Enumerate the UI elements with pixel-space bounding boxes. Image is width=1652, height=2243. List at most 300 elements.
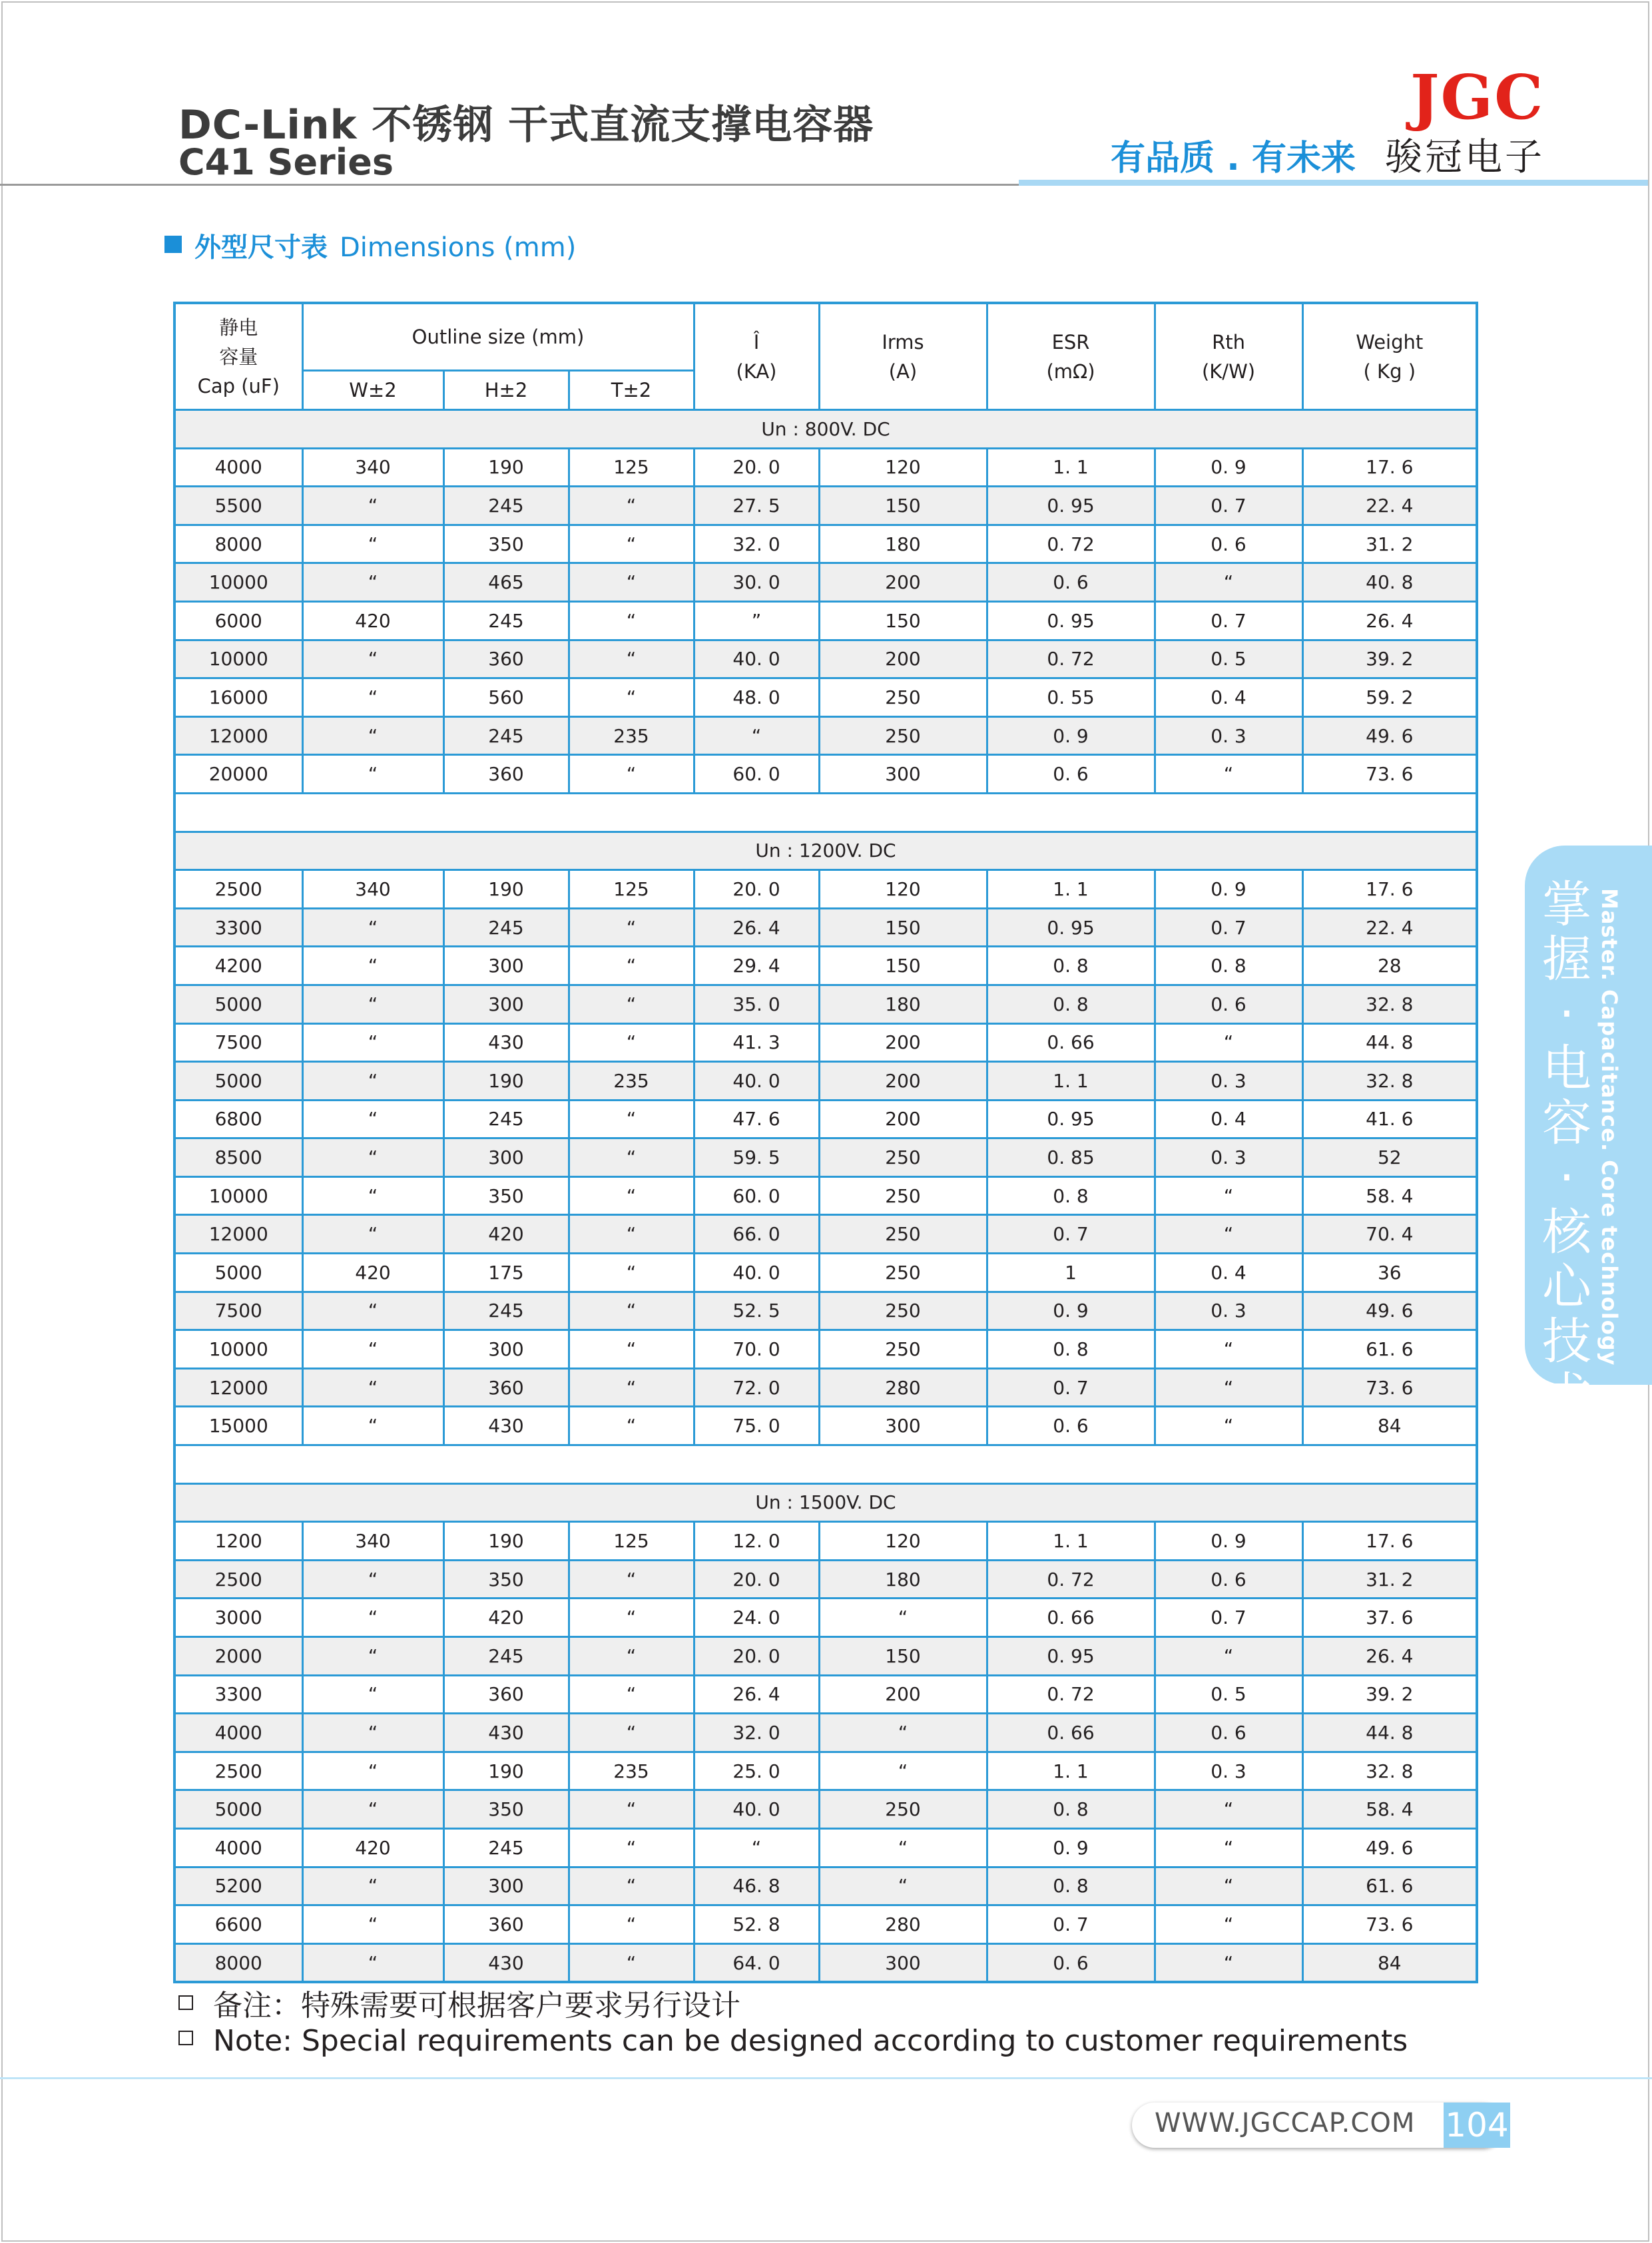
table-cell: 28	[1302, 947, 1477, 985]
side-tab-zh: 掌握·电容·核心技术	[1542, 876, 1591, 1425]
table-cell: 0. 9	[987, 1828, 1155, 1867]
table-cell: 2500	[174, 870, 302, 909]
table-cell: “	[302, 1062, 443, 1101]
table-cell: 360	[443, 755, 569, 794]
voltage-group-row	[174, 1483, 1477, 1522]
table-cell: 150	[819, 601, 987, 640]
header-rth-label: Rth	[1212, 330, 1245, 354]
table-row	[174, 1407, 1477, 1445]
table-cell: 360	[443, 640, 569, 678]
table-cell: 200	[819, 640, 987, 678]
table-cell: 10000	[174, 563, 302, 602]
table-cell: 0. 3	[1155, 1138, 1302, 1177]
table-cell: 2000	[174, 1637, 302, 1676]
table-cell: 420	[302, 601, 443, 640]
table-row	[174, 985, 1477, 1023]
table-cell: 200	[819, 1023, 987, 1062]
table-cell: 5000	[174, 1790, 302, 1829]
table-cell: 235	[569, 1062, 694, 1101]
table-row	[174, 1254, 1477, 1292]
table-cell: “	[569, 525, 694, 563]
table-cell: 0. 8	[987, 1790, 1155, 1829]
table-cell: 49. 6	[1302, 716, 1477, 755]
table-cell: “	[302, 1138, 443, 1177]
table-cell: 360	[443, 1905, 569, 1944]
table-cell: 0. 8	[987, 1176, 1155, 1215]
table-cell: 430	[443, 1407, 569, 1445]
table-cell: 36	[1302, 1254, 1477, 1292]
table-cell: 32. 0	[694, 525, 819, 563]
table-cell: 0. 8	[1155, 947, 1302, 985]
note-en	[178, 2024, 1408, 2058]
table-cell: 58. 4	[1302, 1176, 1477, 1215]
table-cell: “	[569, 1023, 694, 1062]
table-cell: 0. 4	[1155, 678, 1302, 717]
table-cell: 32. 8	[1302, 1062, 1477, 1101]
header-esr-unit: (mΩ)	[1046, 360, 1095, 383]
table-row	[174, 1828, 1477, 1867]
table-row	[174, 1330, 1477, 1369]
table-cell: 0. 85	[987, 1138, 1155, 1177]
table-cell: “	[694, 1828, 819, 1867]
table-cell: 235	[569, 1752, 694, 1790]
table-cell: 8500	[174, 1138, 302, 1177]
table-cell: 180	[819, 525, 987, 563]
table-cell: 0. 7	[987, 1368, 1155, 1407]
table-cell: 37. 6	[1302, 1599, 1477, 1637]
table-row	[174, 908, 1477, 947]
company-logo: JGC	[1410, 61, 1545, 133]
table-cell: 5200	[174, 1867, 302, 1905]
table-cell: “	[569, 487, 694, 525]
table-cell: 0. 9	[1155, 870, 1302, 909]
header-irms-unit: (A)	[888, 360, 918, 383]
table-row	[174, 755, 1477, 794]
table-cell: 58. 4	[1302, 1790, 1477, 1829]
table-cell: 12000	[174, 1368, 302, 1407]
table-cell: “	[1155, 1368, 1302, 1407]
table-cell: 12. 0	[694, 1522, 819, 1561]
table-cell: 350	[443, 1176, 569, 1215]
table-cell: “	[569, 1599, 694, 1637]
table-cell: “	[569, 1790, 694, 1829]
table-cell: “	[302, 1176, 443, 1215]
header-irms	[819, 303, 987, 410]
table-cell: 420	[443, 1215, 569, 1254]
table-cell: “	[569, 1368, 694, 1407]
table-cell: “	[569, 563, 694, 602]
table-cell: 0. 3	[1155, 1062, 1302, 1101]
table-cell: 0. 6	[1155, 1714, 1302, 1752]
table-cell: 39. 2	[1302, 1675, 1477, 1714]
table-cell: 10000	[174, 640, 302, 678]
table-cell: 31. 2	[1302, 525, 1477, 563]
header-divider	[0, 184, 1019, 186]
table-cell: 73. 6	[1302, 1905, 1477, 1944]
table-cell: 2500	[174, 1752, 302, 1790]
table-cell: 180	[819, 1560, 987, 1599]
table-cell: “	[819, 1714, 987, 1752]
table-cell: 8000	[174, 525, 302, 563]
table-cell: 20. 0	[694, 1560, 819, 1599]
table-row	[174, 870, 1477, 909]
table-cell: “	[1155, 1905, 1302, 1944]
table-cell: 1. 1	[987, 448, 1155, 487]
table-row	[174, 1176, 1477, 1215]
table-cell: 0. 8	[987, 1867, 1155, 1905]
table-cell: 0. 6	[987, 563, 1155, 602]
table-cell: 0. 7	[1155, 908, 1302, 947]
table-cell: 0. 5	[1155, 1675, 1302, 1714]
table-cell: 26. 4	[694, 1675, 819, 1714]
table-cell: 17. 6	[1302, 1522, 1477, 1561]
side-tab-en: Master. Capacitance. Core technology	[1597, 888, 1622, 1366]
table-cell: 150	[819, 1637, 987, 1676]
table-cell: 0. 5	[1155, 640, 1302, 678]
table-cell: 0. 66	[987, 1599, 1155, 1637]
table-spacer-row	[174, 1445, 1477, 1484]
table-cell: 5000	[174, 1254, 302, 1292]
table-cell: 250	[819, 716, 987, 755]
table-cell: 250	[819, 1330, 987, 1369]
table-cell: 190	[443, 870, 569, 909]
table-cell: 245	[443, 1828, 569, 1867]
table-row	[174, 1637, 1477, 1676]
table-cell: 120	[819, 1522, 987, 1561]
table-cell: 250	[819, 1138, 987, 1177]
table-cell: 350	[443, 1790, 569, 1829]
table-cell: 360	[443, 1368, 569, 1407]
table-cell: 26. 4	[1302, 1637, 1477, 1676]
table-cell: 0. 9	[1155, 448, 1302, 487]
table-cell: 250	[819, 1292, 987, 1330]
series-name: C41 Series	[178, 141, 394, 183]
table-cell: “	[302, 678, 443, 717]
page-title: DC-Link 不锈钢 干式直流支撑电容器	[178, 102, 874, 148]
table-cell: 31. 2	[1302, 1560, 1477, 1599]
header-cap	[174, 303, 302, 410]
table-cell: 60. 0	[694, 1176, 819, 1215]
table-cell: 3000	[174, 1599, 302, 1637]
table-cell: “	[819, 1828, 987, 1867]
table-cell: 20. 0	[694, 1637, 819, 1676]
table-cell: 420	[302, 1828, 443, 1867]
table-cell: 0. 6	[987, 755, 1155, 794]
table-cell: 61. 6	[1302, 1330, 1477, 1369]
table-cell: 44. 8	[1302, 1023, 1477, 1062]
table-cell: “	[302, 1292, 443, 1330]
table-body	[174, 410, 1477, 1983]
table-cell: 250	[819, 1254, 987, 1292]
table-cell: 1. 1	[987, 1522, 1155, 1561]
header-cap-l2: 容量	[219, 345, 258, 368]
table-cell: “	[302, 1368, 443, 1407]
table-row	[174, 1790, 1477, 1829]
table-cell: 0. 4	[1155, 1254, 1302, 1292]
table-cell: “	[302, 563, 443, 602]
table-cell: “	[1155, 1215, 1302, 1254]
table-cell: 73. 6	[1302, 1368, 1477, 1407]
table-cell: 47. 6	[694, 1100, 819, 1138]
table-cell: 32. 8	[1302, 1752, 1477, 1790]
table-cell: 26. 4	[1302, 601, 1477, 640]
table-cell: 52	[1302, 1138, 1477, 1177]
table-cell: 12000	[174, 716, 302, 755]
table-cell: 190	[443, 1752, 569, 1790]
table-cell: 120	[819, 448, 987, 487]
table-cell: 6800	[174, 1100, 302, 1138]
table-cell: 0. 3	[1155, 1292, 1302, 1330]
table-cell: “	[569, 1828, 694, 1867]
table-cell: “	[1155, 1943, 1302, 1982]
table-cell: “	[302, 1215, 443, 1254]
table-cell: 0. 6	[1155, 525, 1302, 563]
table-cell: 66. 0	[694, 1215, 819, 1254]
table-cell: 560	[443, 678, 569, 717]
table-cell: 150	[819, 908, 987, 947]
table-cell: “	[302, 908, 443, 947]
table-cell: 20000	[174, 755, 302, 794]
table-cell: 49. 6	[1302, 1828, 1477, 1867]
header-rth	[1155, 303, 1302, 410]
table-cell: “	[569, 1407, 694, 1445]
table-cell: 40. 0	[694, 1254, 819, 1292]
table-cell: “	[302, 1867, 443, 1905]
table-cell: 20. 0	[694, 448, 819, 487]
table-cell: 120	[819, 870, 987, 909]
header-height: H±2	[443, 371, 569, 410]
header-peak-current-unit: (KA)	[736, 360, 777, 383]
table-cell: 49. 6	[1302, 1292, 1477, 1330]
table-cell: “	[1155, 1176, 1302, 1215]
table-cell: 350	[443, 525, 569, 563]
table-cell: 59. 5	[694, 1138, 819, 1177]
table-row	[174, 1215, 1477, 1254]
table-cell: “	[1155, 1637, 1302, 1676]
table-row	[174, 1368, 1477, 1407]
table-cell: “	[569, 1905, 694, 1944]
spacer-cell	[174, 793, 1477, 832]
table-cell: 29. 4	[694, 947, 819, 985]
table-cell: 190	[443, 1062, 569, 1101]
table-cell: “	[302, 640, 443, 678]
table-cell: “	[569, 1215, 694, 1254]
table-cell: 24. 0	[694, 1599, 819, 1637]
table-cell: 44. 8	[1302, 1714, 1477, 1752]
table-cell: 245	[443, 908, 569, 947]
footer-url[interactable]: WWW.JGCCAP.COM	[1155, 2108, 1416, 2138]
table-cell: “	[569, 1292, 694, 1330]
table-cell: 0. 9	[987, 1292, 1155, 1330]
table-cell: 60. 0	[694, 755, 819, 794]
table-row	[174, 1867, 1477, 1905]
table-row	[174, 716, 1477, 755]
table-cell: 10000	[174, 1176, 302, 1215]
table-cell: 4000	[174, 1714, 302, 1752]
note-zh-text: 备注：特殊需要可根据客户要求另行设计	[213, 1989, 740, 2023]
table-cell: 420	[302, 1254, 443, 1292]
table-cell: “	[1155, 1828, 1302, 1867]
table-cell: 17. 6	[1302, 448, 1477, 487]
table-cell: 0. 8	[987, 1330, 1155, 1369]
table-spacer-row	[174, 793, 1477, 832]
table-cell: 340	[302, 448, 443, 487]
table-cell: 300	[443, 947, 569, 985]
table-cell: 0. 3	[1155, 716, 1302, 755]
table-cell: “	[569, 1254, 694, 1292]
note-checkbox-icon	[178, 2031, 193, 2045]
table-cell: 245	[443, 1292, 569, 1330]
table-cell: “	[302, 1752, 443, 1790]
table-row	[174, 947, 1477, 985]
table-cell: “	[302, 487, 443, 525]
table-cell: 40. 0	[694, 1790, 819, 1829]
table-cell: 200	[819, 563, 987, 602]
table-cell: 22. 4	[1302, 487, 1477, 525]
dimensions-table	[173, 302, 1478, 1983]
table-cell: 280	[819, 1368, 987, 1407]
header-rth-unit: (K/W)	[1201, 360, 1256, 383]
section-bullet-icon	[164, 236, 182, 253]
table-cell: 0. 8	[987, 947, 1155, 985]
table-cell: 16000	[174, 678, 302, 717]
table-cell: 0. 66	[987, 1023, 1155, 1062]
table-cell: 15000	[174, 1407, 302, 1445]
table-cell: 0. 95	[987, 1637, 1155, 1676]
table-row	[174, 1752, 1477, 1790]
table-cell: 250	[819, 1215, 987, 1254]
table-cell: “	[302, 1100, 443, 1138]
table-cell: 1. 1	[987, 870, 1155, 909]
table-cell: 20. 0	[694, 870, 819, 909]
table-cell: “	[302, 1905, 443, 1944]
table-cell: “	[569, 1943, 694, 1982]
table-cell: 48. 0	[694, 678, 819, 717]
table-cell: 125	[569, 448, 694, 487]
table-cell: 360	[443, 1675, 569, 1714]
table-cell: “	[302, 1943, 443, 1982]
table-cell: 250	[819, 1176, 987, 1215]
table-cell: 0. 95	[987, 487, 1155, 525]
voltage-group-row	[174, 832, 1477, 870]
header-cap-l1: 静电	[219, 316, 258, 339]
table-cell: “	[1155, 1407, 1302, 1445]
table-cell: 150	[819, 947, 987, 985]
header-weight-unit: ( Kg )	[1363, 360, 1416, 383]
table-cell: 8000	[174, 1943, 302, 1982]
table-cell: “	[302, 525, 443, 563]
table-cell: 0. 72	[987, 1675, 1155, 1714]
table-cell: 27. 5	[694, 487, 819, 525]
table-cell: 40. 0	[694, 640, 819, 678]
table-cell: 22. 4	[1302, 908, 1477, 947]
note-zh	[178, 1981, 740, 2024]
table-cell: 200	[819, 1062, 987, 1101]
table-cell: “	[569, 678, 694, 717]
table-cell: 0. 95	[987, 1100, 1155, 1138]
table-cell: 1	[987, 1254, 1155, 1292]
table-cell: 4200	[174, 947, 302, 985]
header-peak-current	[694, 303, 819, 410]
table-cell: 180	[819, 985, 987, 1023]
table-cell: 6600	[174, 1905, 302, 1944]
table-cell: 84	[1302, 1407, 1477, 1445]
table-cell: 300	[443, 1330, 569, 1369]
table-cell: 280	[819, 1905, 987, 1944]
table-row	[174, 1062, 1477, 1101]
table-cell: 12000	[174, 1215, 302, 1254]
table-row	[174, 1599, 1477, 1637]
table-row	[174, 678, 1477, 717]
table-cell: 26. 4	[694, 908, 819, 947]
table-cell: 0. 55	[987, 678, 1155, 717]
table-cell: 46. 8	[694, 1867, 819, 1905]
table-cell: 250	[819, 1790, 987, 1829]
table-cell: 340	[302, 1522, 443, 1561]
table-cell: 0. 4	[1155, 1100, 1302, 1138]
table-cell: “	[694, 716, 819, 755]
header-esr	[987, 303, 1155, 410]
table-cell: 0. 95	[987, 908, 1155, 947]
header-weight	[1302, 303, 1477, 410]
table-cell: 245	[443, 487, 569, 525]
table-row	[174, 601, 1477, 640]
table-cell: “	[569, 601, 694, 640]
table-row	[174, 1905, 1477, 1944]
table-cell: 235	[569, 716, 694, 755]
table-cell: “	[569, 1867, 694, 1905]
table-cell: 250	[819, 678, 987, 717]
table-cell: “	[1155, 1790, 1302, 1829]
table-cell: 1. 1	[987, 1062, 1155, 1101]
table-cell: 61. 6	[1302, 1867, 1477, 1905]
table-cell: 0. 7	[1155, 1599, 1302, 1637]
table-cell: 125	[569, 870, 694, 909]
voltage-group-label: Un : 800V. DC	[174, 410, 1477, 449]
table-cell: 340	[302, 870, 443, 909]
table-cell: 7500	[174, 1292, 302, 1330]
table-cell: “	[569, 1176, 694, 1215]
table-header	[174, 303, 1477, 410]
table-cell: 0. 6	[1155, 1560, 1302, 1599]
spacer-cell	[174, 1445, 1477, 1484]
table-row	[174, 1023, 1477, 1062]
table-cell: 32. 8	[1302, 985, 1477, 1023]
header-weight-label: Weight	[1356, 330, 1424, 354]
table-row	[174, 1560, 1477, 1599]
header-width: W±2	[302, 371, 443, 410]
table-cell: “	[302, 1790, 443, 1829]
table-cell: 190	[443, 1522, 569, 1561]
table-cell: 420	[443, 1599, 569, 1637]
table-cell: 350	[443, 1560, 569, 1599]
table-cell: 4000	[174, 1828, 302, 1867]
table-cell: 1200	[174, 1522, 302, 1561]
table-cell: 300	[443, 985, 569, 1023]
table-cell: 245	[443, 1637, 569, 1676]
table-cell: 41. 6	[1302, 1100, 1477, 1138]
table-cell: 10000	[174, 1330, 302, 1369]
section-title-en: Dimensions (mm)	[340, 232, 577, 263]
table-cell: “	[302, 1675, 443, 1714]
table-cell: “	[302, 1023, 443, 1062]
table-cell: 70. 4	[1302, 1215, 1477, 1254]
table-cell: 465	[443, 563, 569, 602]
table-cell: 32. 0	[694, 1714, 819, 1752]
table-cell: “	[569, 985, 694, 1023]
table-cell: 25. 0	[694, 1752, 819, 1790]
table-cell: “	[1155, 755, 1302, 794]
